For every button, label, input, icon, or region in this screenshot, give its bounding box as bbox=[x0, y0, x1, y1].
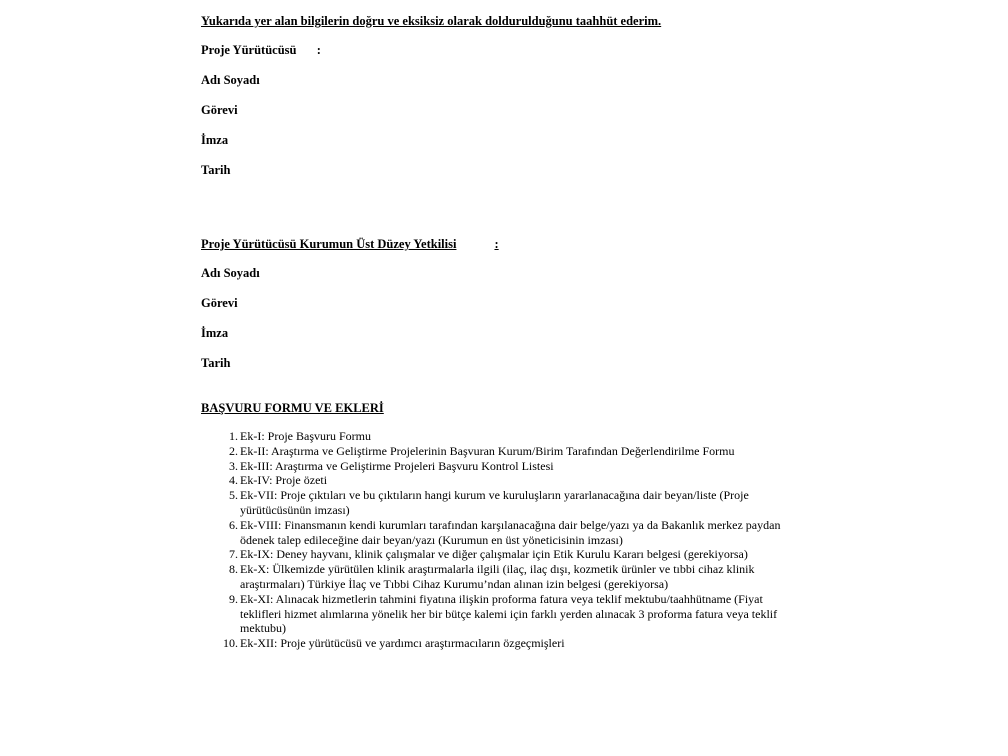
field-label-name-2: Adı Soyadı bbox=[201, 266, 260, 280]
list-item: 2. Ek-II: Araştırma ve Geliştirme Projelerinin Başvuran Kurum/Birim Tarafından Değerlendirilme Formu bbox=[229, 443, 735, 458]
field-label-name-1: Adı Soyadı bbox=[201, 73, 260, 87]
field-label-date-2: Tarih bbox=[201, 356, 231, 370]
institution-authority-heading bbox=[201, 237, 499, 252]
list-item: 6. Ek-VIII: Finansmanın kendi kurumları tarafından karşılanacağına dair belge/yazı ya da Bakanlık merkez paydan ödenek talep edileceğine dair beyan/yazı (Kurumun en üst yöneticisinin imzası) bbox=[229, 517, 781, 547]
institution-authority-colon: : bbox=[494, 237, 499, 251]
field-label-role-1: Görevi bbox=[201, 103, 238, 117]
list-item: 8. Ek-X: Ülkemizde yürütülen klinik araştırmalarla ilgili (ilaç, ilaç dışı, kozmetik ürünler ve tıbbi cihaz klinik araştırmaları) Türkiye İlaç ve Tıbbi Cihaz Kurumu’ndan alınan izin belgesi (gerekiyorsa) bbox=[229, 562, 755, 591]
list-item: 3. Ek-III: Araştırma ve Geliştirme Projeleri Başvuru Kontrol Listesi bbox=[229, 458, 554, 473]
field-label-signature-1: İmza bbox=[201, 133, 229, 147]
declaration-text: Yukarıda yer alan bilgilerin doğru ve eksiksiz olarak doldurulduğunu taahhüt ederim. bbox=[201, 14, 662, 28]
annex-list bbox=[201, 429, 781, 651]
list-item: 4. Ek-IV: Proje özeti bbox=[229, 473, 328, 488]
project-lead-title: Proje Yürütücüsü bbox=[201, 43, 297, 57]
list-item: 5. Ek-VII: Proje çıktıları ve bu çıktıların hangi kurum ve kuruluşların yararlanacağına dair beyan/liste (Proje yürütücüsünün imzası) bbox=[229, 488, 749, 517]
list-item: 10. Ek-XII: Proje yürütücüsü ve yardımcı araştırmacıların özgeçmişleri bbox=[223, 636, 565, 651]
field-label-date-1: Tarih bbox=[201, 163, 231, 177]
list-item: 9. Ek-XI: Alınacak hizmetlerin tahmini fiyatına ilişkin proforma fatura veya teklif mektubu/taahhütname (Fiyat teklifleri hizmet alımlarına yönelik her bir bütçe kalemi için farklı yerden alınacak 3 proforma fatura veya teklif mektubu) bbox=[229, 591, 778, 636]
project-lead-heading bbox=[201, 43, 321, 58]
field-label-role-2: Görevi bbox=[201, 296, 238, 310]
annex-heading: BAŞVURU FORMU VE EKLERİ bbox=[201, 401, 384, 415]
list-item: 7. Ek-IX: Deney hayvanı, klinik çalışmalar ve diğer çalışmalar için Etik Kurulu Kararı belgesi (gerekiyorsa) bbox=[229, 547, 748, 562]
project-lead-colon: : bbox=[316, 43, 321, 57]
institution-authority-title: Proje Yürütücüsü Kurumun Üst Düzey Yetkilisi bbox=[201, 237, 457, 251]
field-label-signature-2: İmza bbox=[201, 326, 229, 340]
list-item: 1. Ek-I: Proje Başvuru Formu bbox=[229, 429, 371, 443]
